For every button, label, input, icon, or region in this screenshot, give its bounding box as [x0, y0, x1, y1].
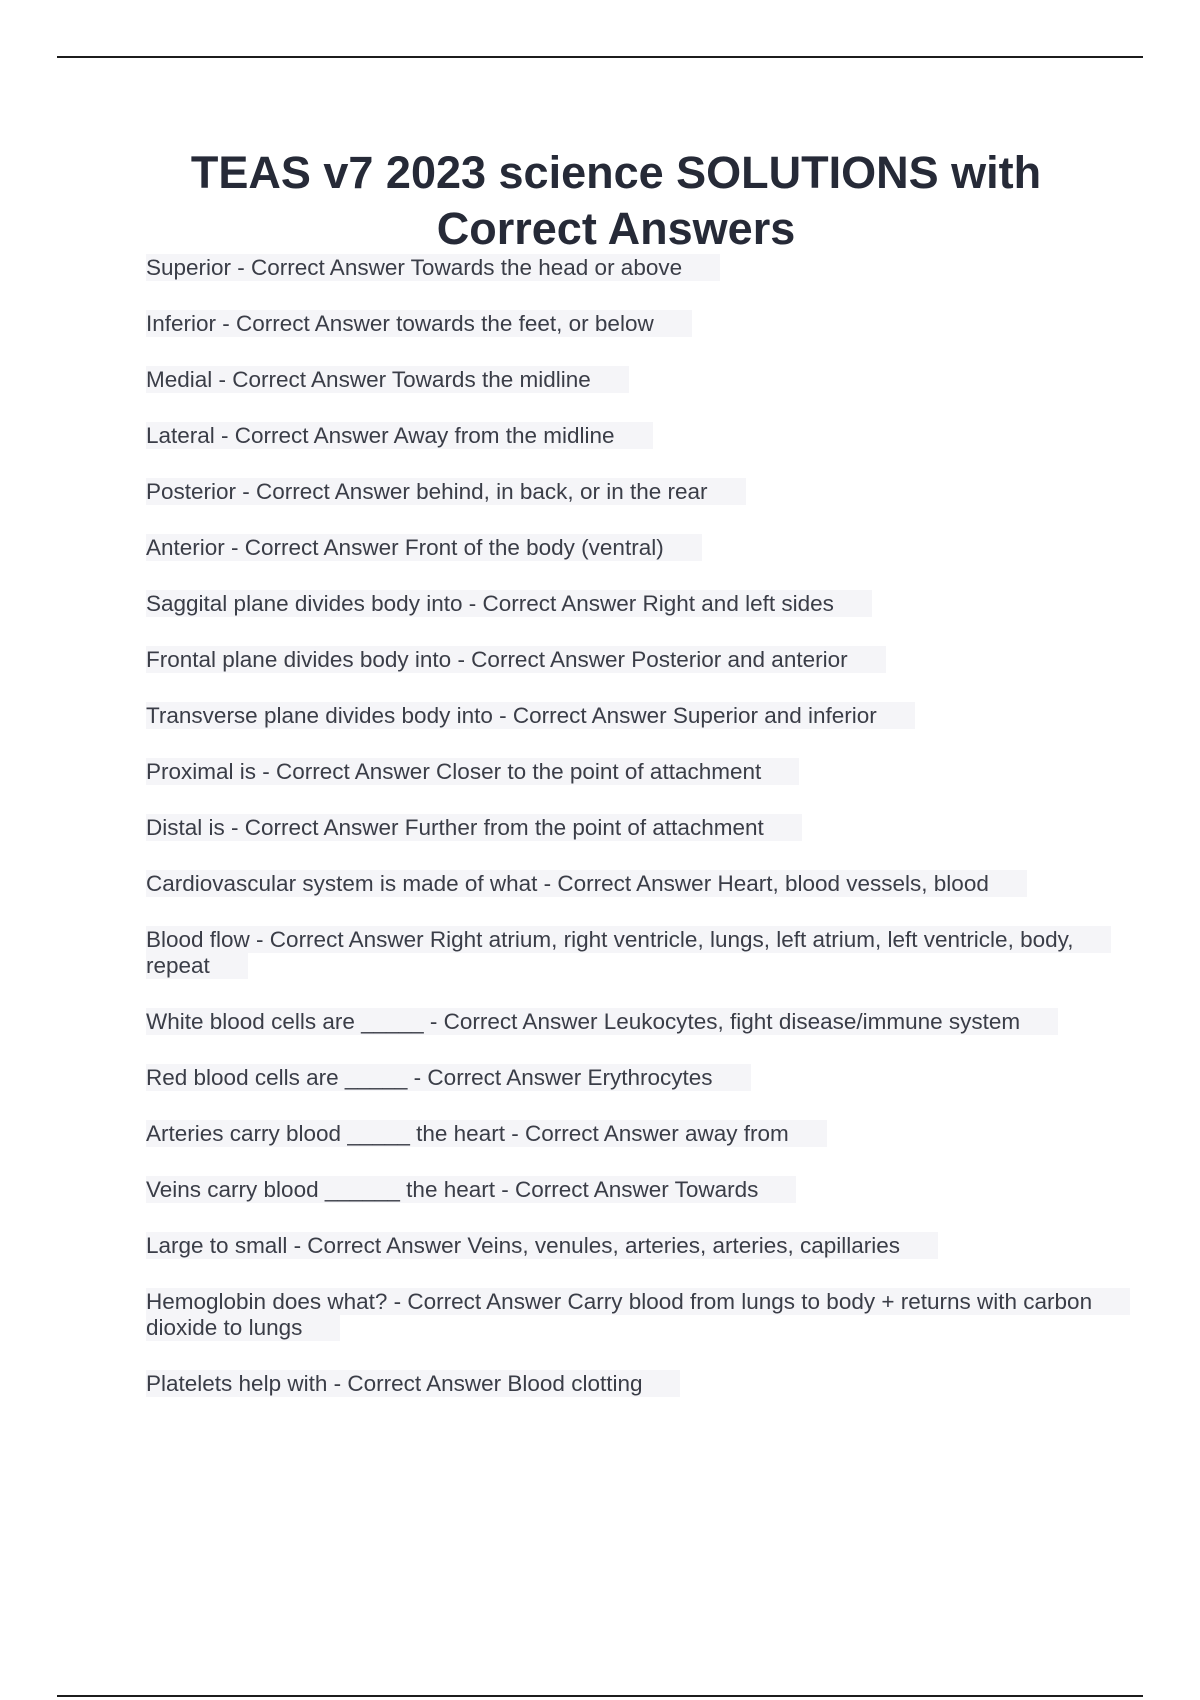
top-rule — [57, 56, 1143, 58]
qa-text: Transverse plane divides body into - Correct Answer Superior and inferior — [146, 702, 915, 729]
qa-item — [146, 1009, 1096, 1035]
qa-item — [146, 927, 1096, 979]
qa-text: Lateral - Correct Answer Away from the midline — [146, 422, 653, 449]
qa-item — [146, 1289, 1096, 1341]
qa-item — [146, 1121, 1096, 1147]
qa-text: Veins carry blood ______ the heart - Correct Answer Towards — [146, 1176, 796, 1203]
qa-text: Posterior - Correct Answer behind, in back, or in the rear — [146, 478, 746, 505]
qa-text: White blood cells are _____ - Correct Answer Leukocytes, fight disease/immune system — [146, 1008, 1058, 1035]
qa-item — [146, 1177, 1096, 1203]
qa-item — [146, 423, 1096, 449]
qa-text: Hemoglobin does what? - Correct Answer Carry blood from lungs to body + returns with carbon dioxide to lungs — [146, 1288, 1130, 1341]
page-title: TEAS v7 2023 science SOLUTIONS with Correct Answers — [190, 147, 1042, 254]
qa-text: Medial - Correct Answer Towards the midline — [146, 366, 629, 393]
qa-text: Proximal is - Correct Answer Closer to the point of attachment — [146, 758, 799, 785]
qa-item — [146, 647, 1096, 673]
qa-text: Blood flow - Correct Answer Right atrium, right ventricle, lungs, left atrium, left ventricle, body, repeat — [146, 926, 1111, 979]
qa-item — [146, 759, 1096, 785]
qa-text: Saggital plane divides body into - Correct Answer Right and left sides — [146, 590, 872, 617]
qa-text: Superior - Correct Answer Towards the head or above — [146, 254, 720, 281]
qa-item — [146, 591, 1096, 617]
qa-item — [146, 703, 1096, 729]
qa-item — [146, 535, 1096, 561]
qa-text: Red blood cells are _____ - Correct Answer Erythrocytes — [146, 1064, 751, 1091]
qa-text: Inferior - Correct Answer towards the feet, or below — [146, 310, 692, 337]
qa-text: Arteries carry blood _____ the heart - Correct Answer away from — [146, 1120, 827, 1147]
qa-text: Anterior - Correct Answer Front of the body (ventral) — [146, 534, 702, 561]
qa-item — [146, 367, 1096, 393]
qa-text: Distal is - Correct Answer Further from the point of attachment — [146, 814, 802, 841]
qa-item — [146, 311, 1096, 337]
qa-item — [146, 479, 1096, 505]
qa-item — [146, 255, 1096, 281]
qa-list — [146, 255, 1096, 1397]
qa-text: Platelets help with - Correct Answer Blood clotting — [146, 1370, 680, 1397]
qa-item — [146, 1065, 1096, 1091]
qa-text: Frontal plane divides body into - Correct Answer Posterior and anterior — [146, 646, 886, 673]
qa-text: Large to small - Correct Answer Veins, venules, arteries, arteries, capillaries — [146, 1232, 938, 1259]
qa-item — [146, 871, 1096, 897]
bottom-rule — [57, 1695, 1143, 1697]
qa-text: Cardiovascular system is made of what - Correct Answer Heart, blood vessels, blood — [146, 870, 1027, 897]
qa-item — [146, 815, 1096, 841]
qa-item — [146, 1371, 1096, 1397]
qa-item — [146, 1233, 1096, 1259]
